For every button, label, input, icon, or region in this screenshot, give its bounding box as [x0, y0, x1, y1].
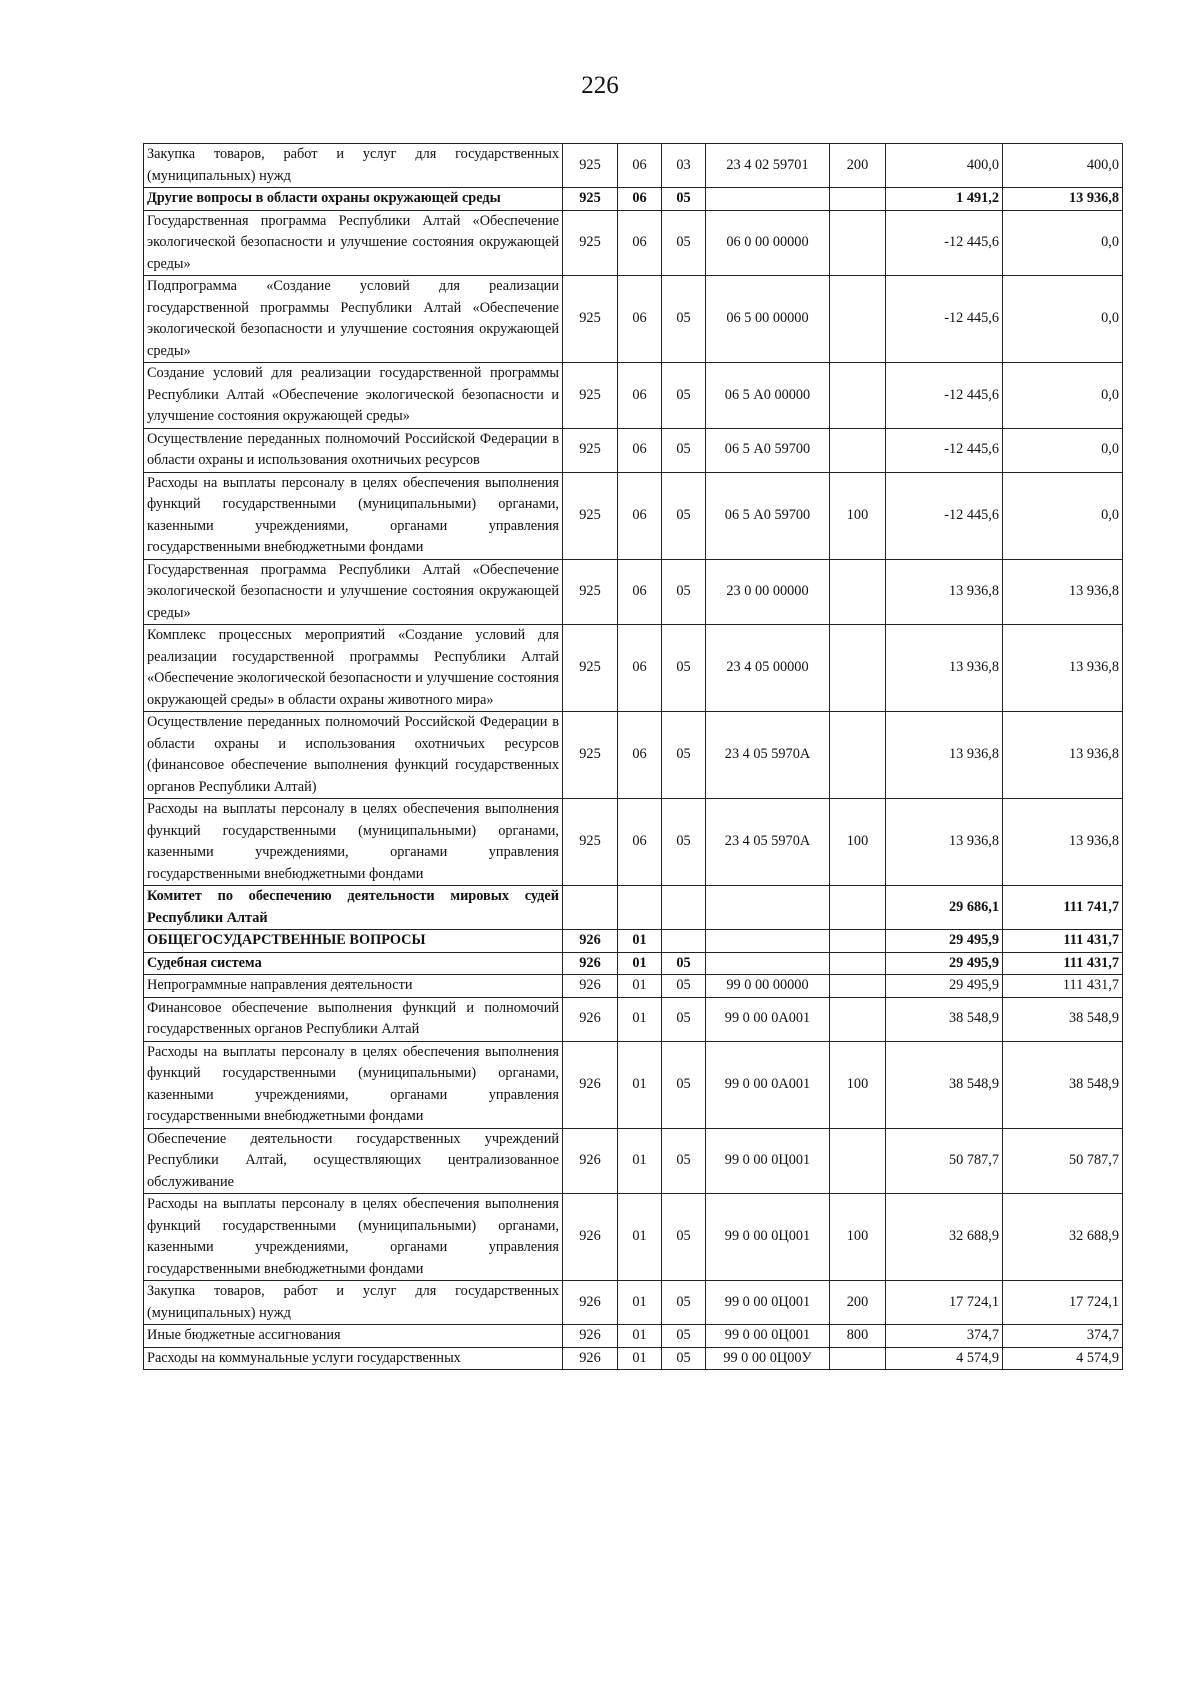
target-article-code: 06 5 А0 59700 [706, 472, 830, 559]
amount-1: 29 495,9 [886, 952, 1003, 975]
admin-code: 925 [563, 363, 618, 429]
amount-1: 374,7 [886, 1325, 1003, 1348]
subsection-code: 05 [662, 1281, 706, 1325]
expense-type-code: 200 [830, 144, 886, 188]
admin-code: 925 [563, 472, 618, 559]
item-name: Комплекс процессных мероприятий «Создание условий для реализации государственной программы Республики Алтай «Обеспечение экологической безопасности и улучшение состояния окружающей среды» в области охраны животного мира» [144, 625, 563, 712]
amount-2: 13 936,8 [1003, 625, 1123, 712]
expense-type-code [830, 559, 886, 625]
target-article-code: 23 4 05 00000 [706, 625, 830, 712]
admin-code: 925 [563, 625, 618, 712]
section-code: 06 [618, 799, 662, 886]
item-name: Расходы на выплаты персоналу в целях обеспечения выполнения функций государственными (муниципальными) органами, казенными учреждениями, органами управления государственными внебюджетными фондами [144, 1041, 563, 1128]
section-code: 06 [618, 712, 662, 799]
amount-2: 13 936,8 [1003, 559, 1123, 625]
admin-code: 926 [563, 1128, 618, 1194]
target-article-code: 99 0 00 0А001 [706, 997, 830, 1041]
subsection-code: 05 [662, 1128, 706, 1194]
expense-type-code [830, 188, 886, 211]
amount-2: 111 431,7 [1003, 975, 1123, 998]
admin-code: 925 [563, 799, 618, 886]
table-row [144, 210, 1123, 276]
expense-type-code [830, 625, 886, 712]
amount-2: 38 548,9 [1003, 1041, 1123, 1128]
amount-2: 0,0 [1003, 210, 1123, 276]
amount-2: 400,0 [1003, 144, 1123, 188]
subsection-code: 05 [662, 276, 706, 363]
admin-code: 926 [563, 997, 618, 1041]
subsection-code: 05 [662, 1194, 706, 1281]
expense-type-code: 100 [830, 472, 886, 559]
admin-code: 926 [563, 952, 618, 975]
target-article-code: 06 5 А0 59700 [706, 428, 830, 472]
target-article-code: 23 4 02 59701 [706, 144, 830, 188]
amount-1: 13 936,8 [886, 625, 1003, 712]
subsection-code: 05 [662, 625, 706, 712]
target-article-code [706, 886, 830, 930]
section-code: 01 [618, 1194, 662, 1281]
subsection-code: 05 [662, 1325, 706, 1348]
target-article-code: 99 0 00 00000 [706, 975, 830, 998]
page-number: 226 [581, 72, 619, 99]
expense-type-code [830, 952, 886, 975]
admin-code: 926 [563, 930, 618, 953]
item-name: Закупка товаров, работ и услуг для государственных (муниципальных) нужд [144, 144, 563, 188]
amount-1: -12 445,6 [886, 428, 1003, 472]
item-name: Судебная система [144, 952, 563, 975]
item-name: Государственная программа Республики Алтай «Обеспечение экологической безопасности и улучшение состояния окружающей среды» [144, 559, 563, 625]
admin-code: 925 [563, 144, 618, 188]
expense-type-code [830, 997, 886, 1041]
table-row [144, 886, 1123, 930]
amount-2: 13 936,8 [1003, 188, 1123, 211]
subsection-code: 05 [662, 363, 706, 429]
amount-1: -12 445,6 [886, 276, 1003, 363]
amount-2: 0,0 [1003, 363, 1123, 429]
expense-type-code [830, 428, 886, 472]
section-code: 06 [618, 144, 662, 188]
section-code: 06 [618, 363, 662, 429]
section-code: 01 [618, 1281, 662, 1325]
subsection-code: 05 [662, 799, 706, 886]
section-code: 06 [618, 559, 662, 625]
target-article-code: 23 4 05 5970А [706, 712, 830, 799]
subsection-code: 05 [662, 210, 706, 276]
item-name: Расходы на выплаты персоналу в целях обеспечения выполнения функций государственными (муниципальными) органами, казенными учреждениями, органами управления государственными внебюджетными фондами [144, 472, 563, 559]
table-row [144, 997, 1123, 1041]
section-code: 01 [618, 1128, 662, 1194]
table-row [144, 1281, 1123, 1325]
table-row [144, 625, 1123, 712]
target-article-code: 23 4 05 5970А [706, 799, 830, 886]
target-article-code: 99 0 00 0Ц001 [706, 1325, 830, 1348]
admin-code: 925 [563, 188, 618, 211]
admin-code: 925 [563, 276, 618, 363]
expense-type-code [830, 886, 886, 930]
target-article-code: 06 5 А0 00000 [706, 363, 830, 429]
section-code: 06 [618, 188, 662, 211]
item-name: ОБЩЕГОСУДАРСТВЕННЫЕ ВОПРОСЫ [144, 930, 563, 953]
expense-type-code [830, 712, 886, 799]
item-name: Другие вопросы в области охраны окружающей среды [144, 188, 563, 211]
amount-1: 50 787,7 [886, 1128, 1003, 1194]
table-row [144, 559, 1123, 625]
target-article-code: 99 0 00 0А001 [706, 1041, 830, 1128]
section-code: 01 [618, 975, 662, 998]
subsection-code: 05 [662, 1347, 706, 1370]
amount-1: 38 548,9 [886, 997, 1003, 1041]
expense-type-code: 100 [830, 799, 886, 886]
table-row [144, 1128, 1123, 1194]
amount-2: 17 724,1 [1003, 1281, 1123, 1325]
admin-code: 926 [563, 1194, 618, 1281]
amount-1: 32 688,9 [886, 1194, 1003, 1281]
amount-1: -12 445,6 [886, 210, 1003, 276]
subsection-code: 05 [662, 472, 706, 559]
expense-type-code [830, 1128, 886, 1194]
expense-type-code: 100 [830, 1041, 886, 1128]
item-name: Закупка товаров, работ и услуг для государственных (муниципальных) нужд [144, 1281, 563, 1325]
subsection-code: 05 [662, 712, 706, 799]
item-name: Расходы на выплаты персоналу в целях обеспечения выполнения функций государственными (муниципальными) органами, казенными учреждениями, органами управления государственными внебюджетными фондами [144, 799, 563, 886]
item-name: Комитет по обеспечению деятельности мировых судей Республики Алтай [144, 886, 563, 930]
section-code: 01 [618, 1325, 662, 1348]
table-row [144, 1194, 1123, 1281]
admin-code [563, 886, 618, 930]
section-code: 06 [618, 472, 662, 559]
table-row [144, 188, 1123, 211]
table-row [144, 712, 1123, 799]
amount-2: 0,0 [1003, 428, 1123, 472]
item-name: Государственная программа Республики Алтай «Обеспечение экологической безопасности и улучшение состояния окружающей среды» [144, 210, 563, 276]
admin-code: 925 [563, 712, 618, 799]
admin-code: 926 [563, 1347, 618, 1370]
amount-2: 13 936,8 [1003, 712, 1123, 799]
table-row [144, 1041, 1123, 1128]
section-code: 01 [618, 997, 662, 1041]
section-code: 01 [618, 952, 662, 975]
item-name: Подпрограмма «Создание условий для реализации государственной программы Республики Алтай «Обеспечение экологической безопасности и улучшение состояния окружающей среды» [144, 276, 563, 363]
section-code: 06 [618, 625, 662, 712]
amount-1: 1 491,2 [886, 188, 1003, 211]
amount-2: 111 431,7 [1003, 930, 1123, 953]
amount-1: 29 686,1 [886, 886, 1003, 930]
target-article-code: 06 5 00 00000 [706, 276, 830, 363]
target-article-code: 23 0 00 00000 [706, 559, 830, 625]
amount-2: 0,0 [1003, 472, 1123, 559]
item-name: Иные бюджетные ассигнования [144, 1325, 563, 1348]
item-name: Финансовое обеспечение выполнения функций и полномочий государственных органов Республики Алтай [144, 997, 563, 1041]
section-code: 06 [618, 276, 662, 363]
table-row [144, 930, 1123, 953]
amount-1: 29 495,9 [886, 930, 1003, 953]
target-article-code: 99 0 00 0Ц001 [706, 1281, 830, 1325]
target-article-code: 06 0 00 00000 [706, 210, 830, 276]
expense-type-code: 200 [830, 1281, 886, 1325]
subsection-code [662, 930, 706, 953]
subsection-code: 05 [662, 997, 706, 1041]
amount-2: 50 787,7 [1003, 1128, 1123, 1194]
admin-code: 925 [563, 428, 618, 472]
amount-1: 13 936,8 [886, 559, 1003, 625]
table-row [144, 952, 1123, 975]
amount-1: 400,0 [886, 144, 1003, 188]
target-article-code: 99 0 00 0Ц00У [706, 1347, 830, 1370]
amount-2: 374,7 [1003, 1325, 1123, 1348]
table-row [144, 144, 1123, 188]
amount-2: 32 688,9 [1003, 1194, 1123, 1281]
amount-1: 13 936,8 [886, 712, 1003, 799]
amount-2: 4 574,9 [1003, 1347, 1123, 1370]
subsection-code: 05 [662, 188, 706, 211]
amount-2: 111 431,7 [1003, 952, 1123, 975]
amount-1: 29 495,9 [886, 975, 1003, 998]
expense-type-code: 100 [830, 1194, 886, 1281]
item-name: Осуществление переданных полномочий Российской Федерации в области охраны и использования охотничьих ресурсов (финансовое обеспечение выполнения функций государственных органов Республики Алтай) [144, 712, 563, 799]
item-name: Непрограммные направления деятельности [144, 975, 563, 998]
expense-type-code: 800 [830, 1325, 886, 1348]
amount-1: 38 548,9 [886, 1041, 1003, 1128]
expense-type-code [830, 363, 886, 429]
amount-1: 17 724,1 [886, 1281, 1003, 1325]
item-name: Обеспечение деятельности государственных учреждений Республики Алтай, осуществляющих централизованное обслуживание [144, 1128, 563, 1194]
amount-1: -12 445,6 [886, 363, 1003, 429]
item-name: Расходы на коммунальные услуги государственных [144, 1347, 563, 1370]
amount-2: 0,0 [1003, 276, 1123, 363]
subsection-code: 05 [662, 559, 706, 625]
subsection-code: 05 [662, 952, 706, 975]
section-code [618, 886, 662, 930]
amount-2: 13 936,8 [1003, 799, 1123, 886]
target-article-code [706, 952, 830, 975]
item-name: Осуществление переданных полномочий Российской Федерации в области охраны и использования охотничьих ресурсов [144, 428, 563, 472]
expense-type-code [830, 930, 886, 953]
amount-2: 111 741,7 [1003, 886, 1123, 930]
section-code: 06 [618, 428, 662, 472]
table-row [144, 363, 1123, 429]
section-code: 01 [618, 930, 662, 953]
expense-type-code [830, 276, 886, 363]
admin-code: 926 [563, 975, 618, 998]
expense-type-code [830, 210, 886, 276]
admin-code: 925 [563, 559, 618, 625]
table-row [144, 276, 1123, 363]
item-name: Создание условий для реализации государственной программы Республики Алтай «Обеспечение экологической безопасности и улучшение состояния окружающей среды» [144, 363, 563, 429]
budget-table [143, 143, 1123, 1370]
table-row [144, 1347, 1123, 1370]
amount-2: 38 548,9 [1003, 997, 1123, 1041]
table-row [144, 799, 1123, 886]
admin-code: 926 [563, 1325, 618, 1348]
target-article-code: 99 0 00 0Ц001 [706, 1194, 830, 1281]
admin-code: 926 [563, 1281, 618, 1325]
table-row [144, 428, 1123, 472]
target-article-code: 99 0 00 0Ц001 [706, 1128, 830, 1194]
amount-1: -12 445,6 [886, 472, 1003, 559]
section-code: 06 [618, 210, 662, 276]
amount-1: 4 574,9 [886, 1347, 1003, 1370]
target-article-code [706, 188, 830, 211]
subsection-code: 03 [662, 144, 706, 188]
admin-code: 926 [563, 1041, 618, 1128]
target-article-code [706, 930, 830, 953]
expense-type-code [830, 975, 886, 998]
subsection-code: 05 [662, 975, 706, 998]
table-row [144, 472, 1123, 559]
subsection-code: 05 [662, 1041, 706, 1128]
section-code: 01 [618, 1347, 662, 1370]
item-name: Расходы на выплаты персоналу в целях обеспечения выполнения функций государственными (муниципальными) органами, казенными учреждениями, органами управления государственными внебюджетными фондами [144, 1194, 563, 1281]
amount-1: 13 936,8 [886, 799, 1003, 886]
table-row [144, 975, 1123, 998]
subsection-code [662, 886, 706, 930]
subsection-code: 05 [662, 428, 706, 472]
table-row [144, 1325, 1123, 1348]
admin-code: 925 [563, 210, 618, 276]
section-code: 01 [618, 1041, 662, 1128]
expense-type-code [830, 1347, 886, 1370]
